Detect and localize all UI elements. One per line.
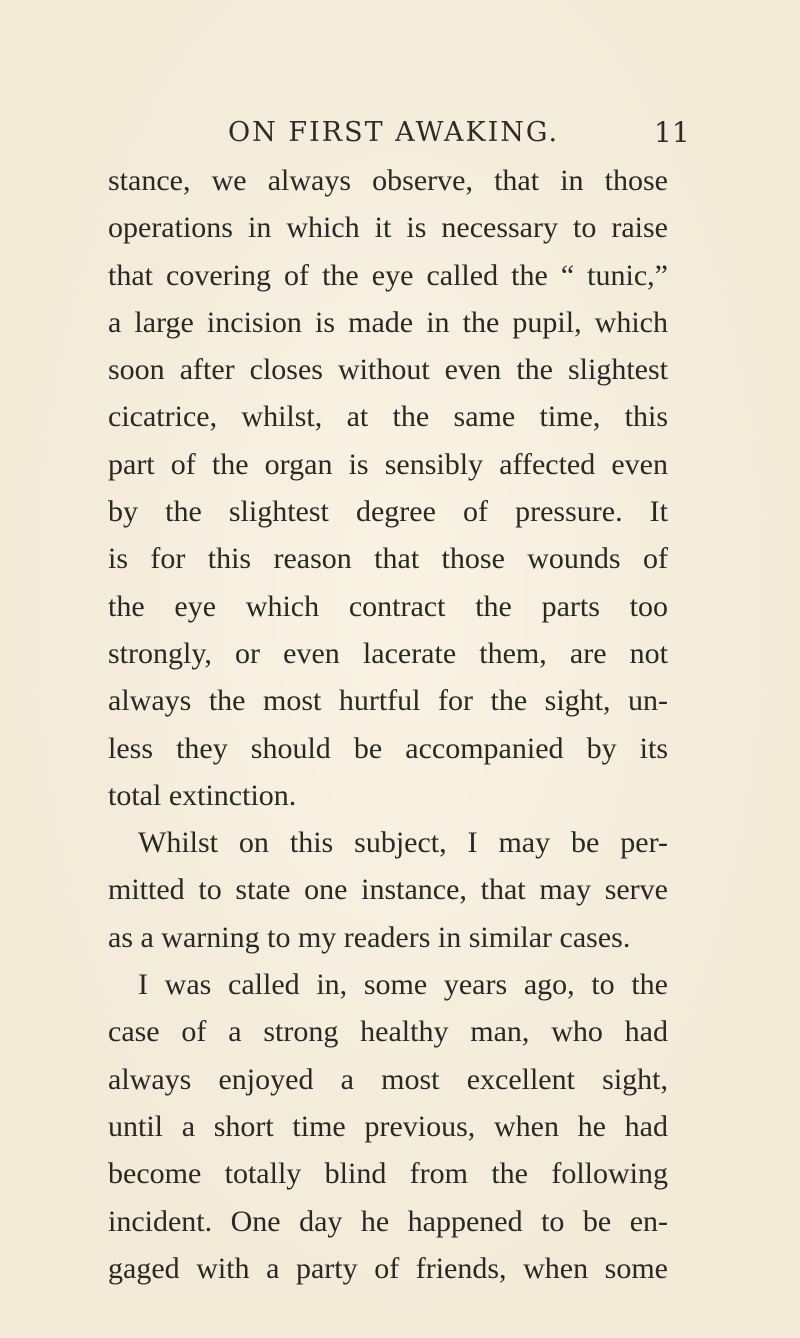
text-line: become totally blind from the following (108, 1157, 668, 1191)
text-line: that covering of the eye called the “ tunic,” (108, 258, 668, 292)
text-line: stance, we always observe, that in those (108, 164, 668, 197)
page-number: 11 (654, 116, 690, 149)
text-line: until a short time previous, when he had (108, 1109, 668, 1143)
text-line: a large incision is made in the pupil, which (108, 305, 668, 339)
text-line: operations in which it is necessary to raise (108, 211, 668, 245)
text-line: soon after closes without even the slightest (108, 353, 668, 387)
text-line: total extinction. (108, 778, 297, 812)
text-line: by the slightest degree of pressure. It (108, 495, 668, 529)
text-line: incident. One day he happened to be en- (108, 1204, 668, 1238)
text-line: strongly, or even lacerate them, are not (108, 636, 668, 670)
body-text (108, 157, 668, 1292)
running-head-title: ON FIRST AWAKING. (228, 117, 560, 148)
text-line: part of the organ is sensibly affected even (108, 447, 668, 481)
text-line: is for this reason that those wounds of (108, 542, 668, 576)
text-line: Whilst on this subject, I may be per- (138, 826, 668, 860)
text-line: mitted to state one instance, that may serve (108, 873, 668, 907)
text-line: less they should be accompanied by its (108, 731, 668, 765)
text-line: as a warning to my readers in similar cases. (108, 920, 631, 954)
text-line: always enjoyed a most excellent sight, (108, 1062, 668, 1096)
text-line: cicatrice, whilst, at the same time, this (108, 400, 668, 434)
text-line: always the most hurtful for the sight, un- (108, 684, 668, 718)
text-line: gaged with a party of friends, when some (108, 1251, 668, 1285)
text-line: case of a strong healthy man, who had (108, 1015, 668, 1049)
text-line: the eye which contract the parts too (108, 589, 668, 623)
text-line: I was called in, some years ago, to the (138, 968, 668, 1002)
